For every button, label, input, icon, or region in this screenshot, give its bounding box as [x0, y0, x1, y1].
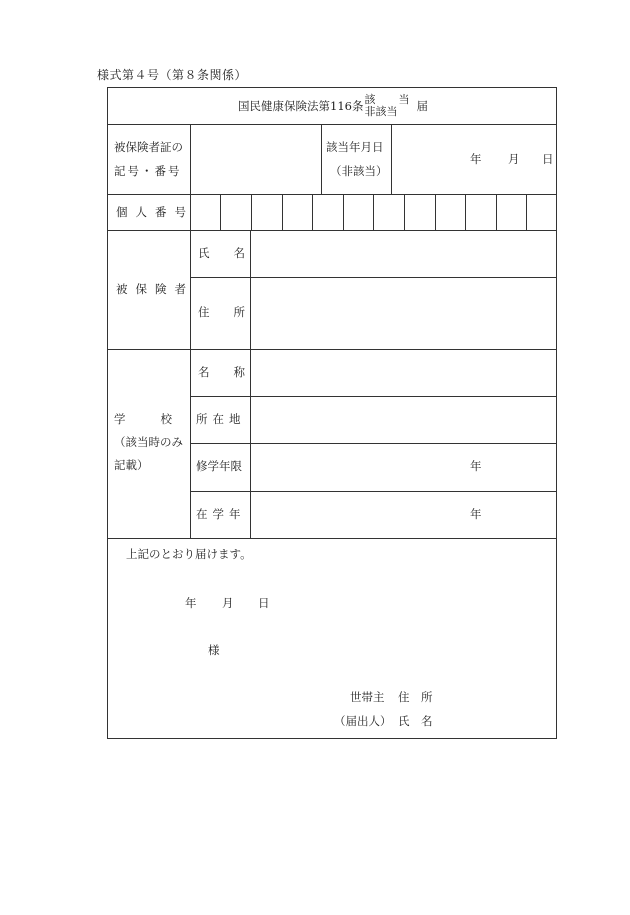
digit-cell-divider	[373, 194, 374, 230]
study-duration-unit: 年	[470, 459, 482, 473]
day-unit: 日	[542, 152, 554, 166]
title-options	[364, 94, 415, 117]
effective-date-label: 該当年月日	[326, 140, 384, 154]
title-option-not-applicable: 非該当	[364, 105, 398, 118]
school-location-label: 所在地	[196, 412, 246, 426]
personal-number-label: 個人番号	[116, 205, 194, 219]
filing-month-unit: 月	[222, 596, 234, 610]
digit-cell-divider	[251, 194, 252, 230]
digit-cell-divider	[282, 194, 283, 230]
digit-cell-divider	[343, 194, 344, 230]
divider	[190, 491, 557, 492]
divider	[108, 230, 557, 231]
digit-cell-divider	[526, 194, 527, 230]
divider	[190, 277, 557, 278]
divider	[321, 124, 322, 194]
divider	[190, 396, 557, 397]
divider	[391, 124, 392, 194]
title-prefix: 国民健康保険法第116条	[238, 99, 364, 113]
divider	[190, 443, 557, 444]
filing-year-unit: 年	[185, 596, 197, 610]
form-number: 様式第４号（第８条関係）	[97, 68, 248, 82]
divider	[108, 194, 557, 195]
divider	[250, 230, 251, 538]
effective-date-label-line2: （非該当）	[330, 164, 388, 178]
school-name-label: 名称	[198, 365, 269, 379]
insured-card-label: 被保険者証の	[114, 140, 183, 154]
insured-person-label: 被保険者	[116, 282, 194, 296]
digit-cell-divider	[496, 194, 497, 230]
study-duration-label: 修学年限	[196, 459, 242, 473]
insured-card-label-line2: 記号・番号	[114, 164, 182, 178]
notification-form	[107, 87, 557, 739]
digit-cell-divider	[312, 194, 313, 230]
filer-address-label: 住 所	[398, 690, 433, 704]
school-label-note: （該当時のみ	[114, 435, 183, 449]
divider	[108, 538, 557, 539]
name-label: 氏名	[198, 246, 269, 260]
school-label: 学 校	[114, 412, 176, 426]
divider	[190, 124, 191, 538]
digit-cell-divider	[404, 194, 405, 230]
divider	[108, 124, 557, 125]
title-suffix: 届	[416, 99, 428, 113]
school-label-note-end: 記載）	[114, 458, 149, 472]
householder-label: 世帯主	[350, 690, 385, 704]
address-label: 住所	[198, 305, 269, 319]
digit-cell-divider	[465, 194, 466, 230]
filing-day-unit: 日	[258, 596, 270, 610]
addressee-honorific: 様	[208, 643, 220, 657]
filer-label: （届出人）	[334, 714, 392, 728]
filer-name-label: 氏 名	[398, 714, 433, 728]
title-option-applicable: 該 当	[364, 93, 416, 107]
digit-cell-divider	[435, 194, 436, 230]
school-grade-unit: 年	[470, 507, 482, 521]
digit-cell-divider	[220, 194, 221, 230]
divider	[108, 349, 557, 350]
month-unit: 月	[508, 152, 520, 166]
form-title	[108, 88, 558, 124]
school-grade-label: 在学年	[196, 507, 246, 521]
declaration-statement: 上記のとおり届けます。	[126, 547, 252, 561]
year-unit: 年	[470, 152, 482, 166]
